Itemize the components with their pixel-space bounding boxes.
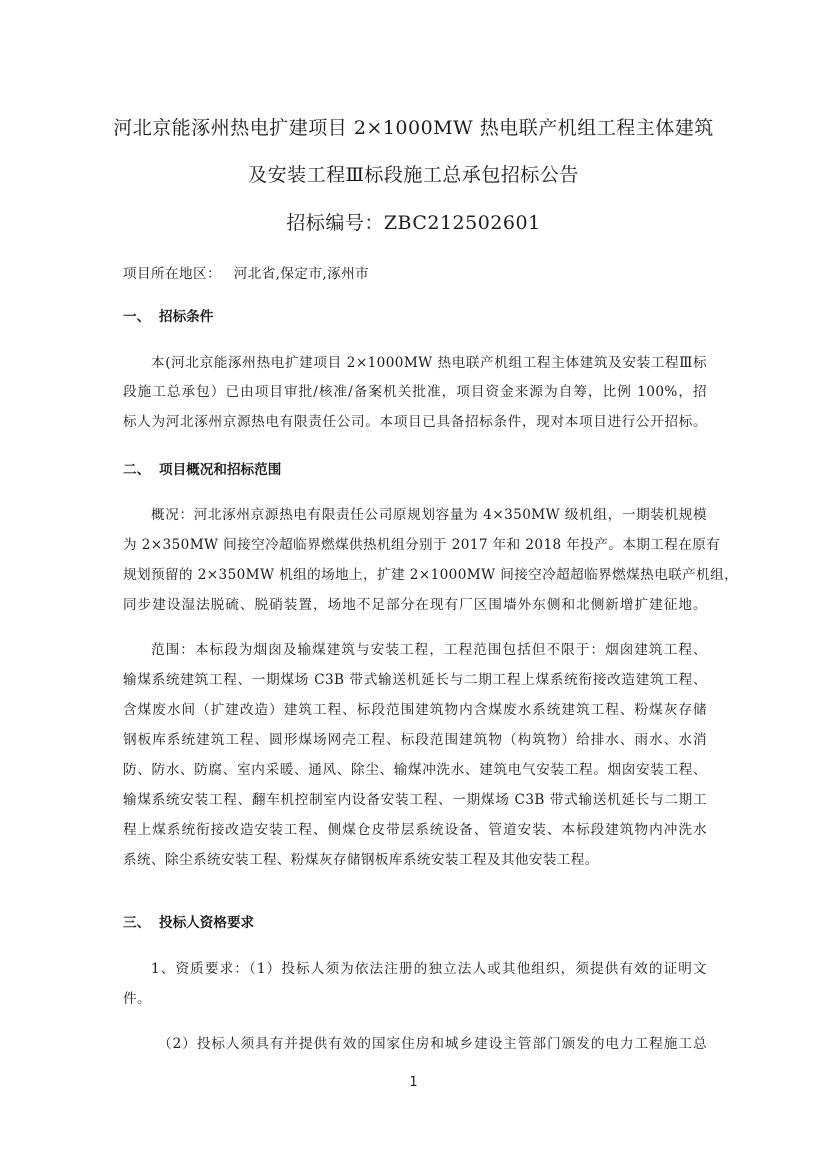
section-heading-1: [123, 305, 213, 325]
section-title: 项目概况和招标范围: [159, 462, 282, 478]
paragraph-line: 概况：河北涿州京源热电有限责任公司原规划容量为 4×350MW 级机组，一期装机规模: [151, 507, 707, 523]
page-number: 1: [409, 1075, 418, 1090]
paragraph-line: 钢板库系统建筑工程、圆形煤场网壳工程、标段范围建筑物（构筑物）给排水、雨水、水消: [123, 732, 707, 748]
section-title: 投标人资格要求: [159, 915, 255, 931]
paragraph-line: 同步建设湿法脱硫、脱硝装置，场地不足部分在现有厂区围墙外东侧和北侧新增扩建征地。: [123, 597, 707, 613]
paragraph-line: 1、资质要求：（1）投标人须为依法注册的独立法人或其他组织，须提供有效的证明文: [151, 961, 707, 977]
section-number: 三、: [123, 915, 151, 931]
paragraph-line: （2）投标人须具有并提供有效的国家住房和城乡建设主管部门颁发的电力工程施工总: [158, 1036, 707, 1052]
paragraph-line: 段施工总承包）已由项目审批/核准/备案机关批准，项目资金来源为自筹，比例 100%，招: [123, 384, 707, 400]
project-location: [123, 262, 707, 282]
section-number: 一、: [123, 309, 151, 325]
section-heading-3: [123, 911, 254, 931]
paragraph-line: 含煤废水间（扩建改造）建筑工程、标段范围建筑物内含煤废水系统建筑工程、粉煤灰存储: [123, 702, 707, 718]
paragraph-line: 范围：本标段为烟囱及输煤建筑与安装工程，工程范围包括但不限于：烟囱建筑工程、: [151, 642, 707, 658]
paragraph-line: 件。: [123, 991, 151, 1007]
section-title: 招标条件: [159, 309, 214, 325]
paragraph-line: 输煤系统建筑工程、一期煤场 C3B 带式输送机延长与二期工程上煤系统衔接改造建筑工程、: [123, 672, 707, 688]
paragraph-line: 规划预留的 2×350MW 机组的场地上，扩建 2×1000MW 间接空冷超超临界燃煤热电联产机组，: [123, 567, 739, 583]
paragraph-line: 程上煤系统衔接改造安装工程、侧煤仓皮带层系统设备、管道安装、本标段建筑物内冲洗水: [123, 822, 707, 838]
paragraph-line: 为 2×350MW 间接空冷超临界燃煤供热机组分别于 2017 年和 2018 年投产。本期工程在原有: [123, 537, 721, 553]
paragraph-line: 标人为河北涿州京源热电有限责任公司。本项目已具备招标条件，现对本项目进行公开招标。: [123, 414, 707, 430]
section-heading-2: [123, 458, 281, 478]
location-value: 河北省,保定市,涿州市: [233, 266, 370, 282]
paragraph-line: 输煤系统安装工程、翻车机控制室内设备安装工程、一期煤场 C3B 带式输送机延长与二期工: [123, 792, 707, 808]
document-title-line-1: 河北京能涿州热电扩建项目 2×1000MW 热电联产机组工程主体建筑: [113, 117, 714, 139]
section-number: 二、: [123, 462, 151, 478]
document-title-line-2: 及安装工程Ⅲ标段施工总承包招标公告: [248, 164, 579, 186]
location-label: 项目所在地区：: [123, 266, 221, 282]
paragraph-line: 本(河北京能涿州热电扩建项目 2×1000MW 热电联产机组工程主体建筑及安装工程Ⅲ标: [151, 355, 707, 371]
paragraph-line: 防、防水、防腐、室内采暖、通风、除尘、输煤冲洗水、建筑电气安装工程。烟囱安装工程、: [123, 762, 707, 778]
paragraph-line: 系统、除尘系统安装工程、粉煤灰存储钢板库系统安装工程及其他安装工程。: [123, 852, 599, 868]
tender-number: 招标编号：ZBC212502601: [286, 212, 541, 234]
